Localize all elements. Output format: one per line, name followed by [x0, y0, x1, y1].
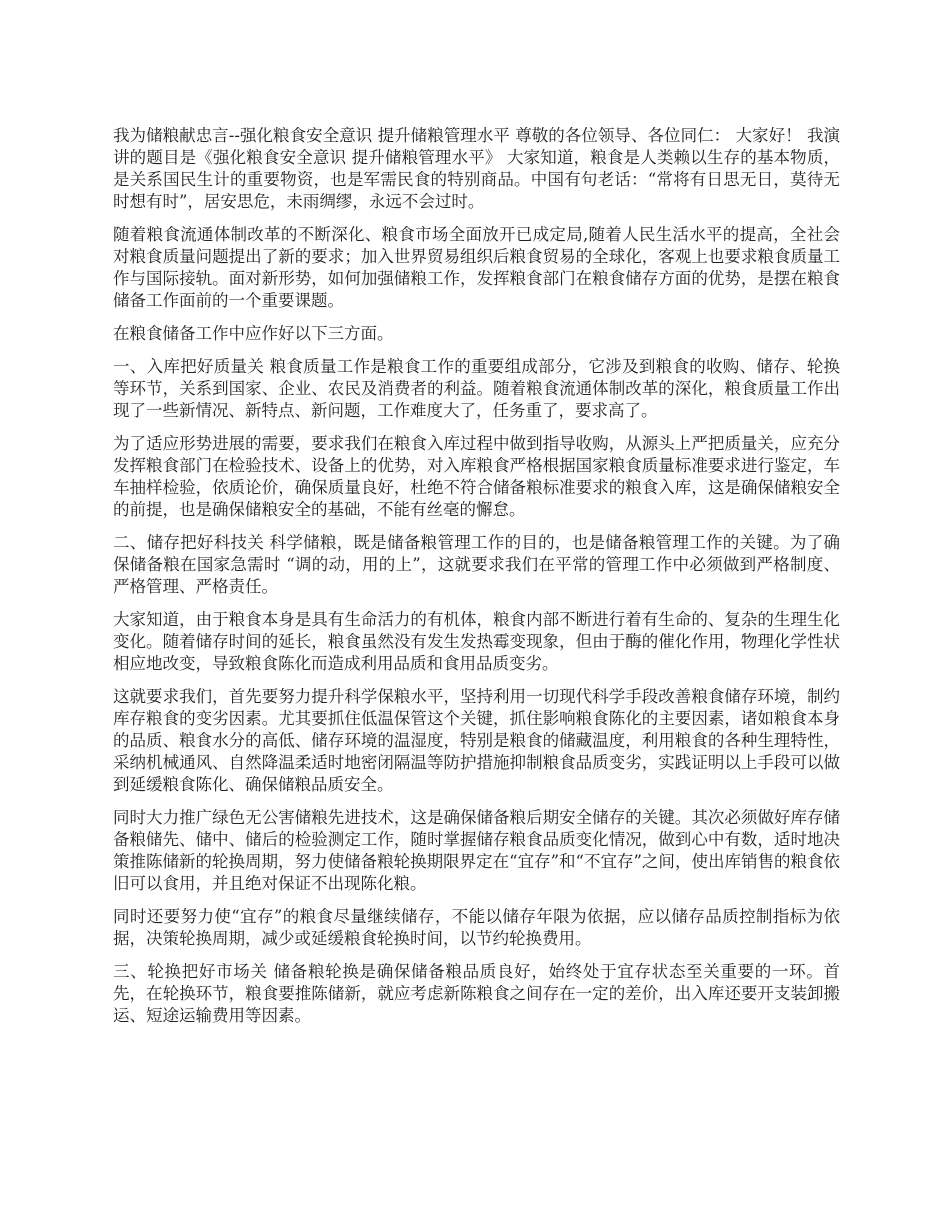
paragraph-quality-control: 为了适应形势进展的需要，要求我们在粮食入库过程中做到指导收购，从源头上严把质量关，应充分发挥粮食部门在检验技术、设备上的优势，对入库粮食严格根据国家粮食质量标准要求进行鉴定，车车抽样检验，依质论价，确保质量良好，杜绝不符合储备粮标准要求的粮食入库，这是确保储粮安全的前提，也是确保储粮安全的基础，不能有丝毫的懈怠。 [113, 434, 840, 519]
paragraph-rotation-cycle: 同时还要努力使“宜存”的粮食尽量继续储存，不能以储存年限为依据，应以储存品质控制指标为依据，决策轮换周期，减少或延缓粮食轮换时间，以节约轮换费用。 [113, 907, 840, 948]
paragraph-section-one: 一、入库把好质量关 粮食质量工作是粮食工作的重要组成部分，它涉及到粮食的收购、储存、轮换等环节，关系到国家、企业、农民及消费者的利益。随着粮食流通体制改革的深化，粮食质量工作出现了一些新情况、新特点、新问题，工作难度大了，任务重了，要求高了。 [113, 357, 840, 420]
paragraph-green-technology: 同时大力推广绿色无公害储粮先进技术，这是确保储备粮后期安全储存的关键。其次必须做好库存储备粮储先、储中、储后的检验测定工作，随时掌握储存粮食品质变化情况，做到心中有数，适时地决策推陈储新的轮换周期，努力使储备粮轮换期限界定在“宜存”和“不宜存”之间，使出库销售的粮食依旧可以食用，并且绝对保证不出现陈化粮。 [113, 808, 840, 893]
document-body [113, 125, 840, 1038]
paragraph-reform-background: 随着粮食流通体制改革的不断深化、粮食市场全面放开已成定局,随着人民生活水平的提高，全社会对粮食质量问题提出了新的要求；加入世界贸易组织后粮食贸易的全球化，客观上也要求粮食质量工作与国际接轨。面对新形势，如何加强储粮工作，发挥粮食部门在粮食储存方面的优势，是摆在粮食储备工作面前的一个重要课题。 [113, 225, 840, 310]
paragraph-three-aspects: 在粮食储备工作中应作好以下三方面。 [113, 324, 394, 343]
paragraph-grain-biology: 大家知道，由于粮食本身是具有生命活力的有机体，粮食内部不断进行着有生命的、复杂的生理生化变化。随着储存时间的延长，粮食虽然没有发生发热霉变现象，但由于酶的催化作用，物理化学性状相应地改变，导致粮食陈化而造成利用品质和食用品质变劣。 [113, 610, 840, 673]
paragraph-section-three: 三、轮换把好市场关 储备粮轮换是确保储备粮品质良好，始终处于宜存状态至关重要的一环。首先，在轮换环节，粮食要推陈储新，就应考虑新陈粮食之间存在一定的差价，出入库还要开支装卸搬运、短途运输费用等因素。 [113, 962, 840, 1025]
paragraph-title-intro: 我为储粮献忠言--强化粮食安全意识 提升储粮管理水平 尊敬的各位领导、各位同仁： 大家好！ 我演讲的题目是《强化粮食安全意识 提升储粮管理水平》 大家知道，粮食是人类赖以生存的基本物质，是关系国民生计的重要物资，也是军需民食的特别商品。中国有句老话：“常将有日思无日，莫待无时想有时”，居安思危，未雨绸缪，永远不会过时。 [113, 126, 840, 211]
paragraph-section-two: 二、储存把好科技关 科学储粮，既是储备粮管理工作的目的，也是储备粮管理工作的关键。为了确保储备粮在国家急需时 “调的动，用的上”，这就要求我们在平常的管理工作中必须做到严格制度、严格管理、严格责任。 [113, 533, 840, 596]
paragraph-scientific-storage: 这就要求我们，首先要努力提升科学保粮水平，坚持利用一切现代科学手段改善粮食储存环境，制约库存粮食的变劣因素。尤其要抓住低温保管这个关键，抓住影响粮食陈化的主要因素，诸如粮食本身的品质、粮食水分的高低、储存环境的温湿度，特别是粮食的储藏温度，利用粮食的各种生理特性，采纳机械通风、自然降温柔适时地密闭隔温等防护措施抑制粮食品质变劣，实践证明以上手段可以做到延缓粮食陈化、确保储粮品质安全。 [113, 687, 840, 794]
